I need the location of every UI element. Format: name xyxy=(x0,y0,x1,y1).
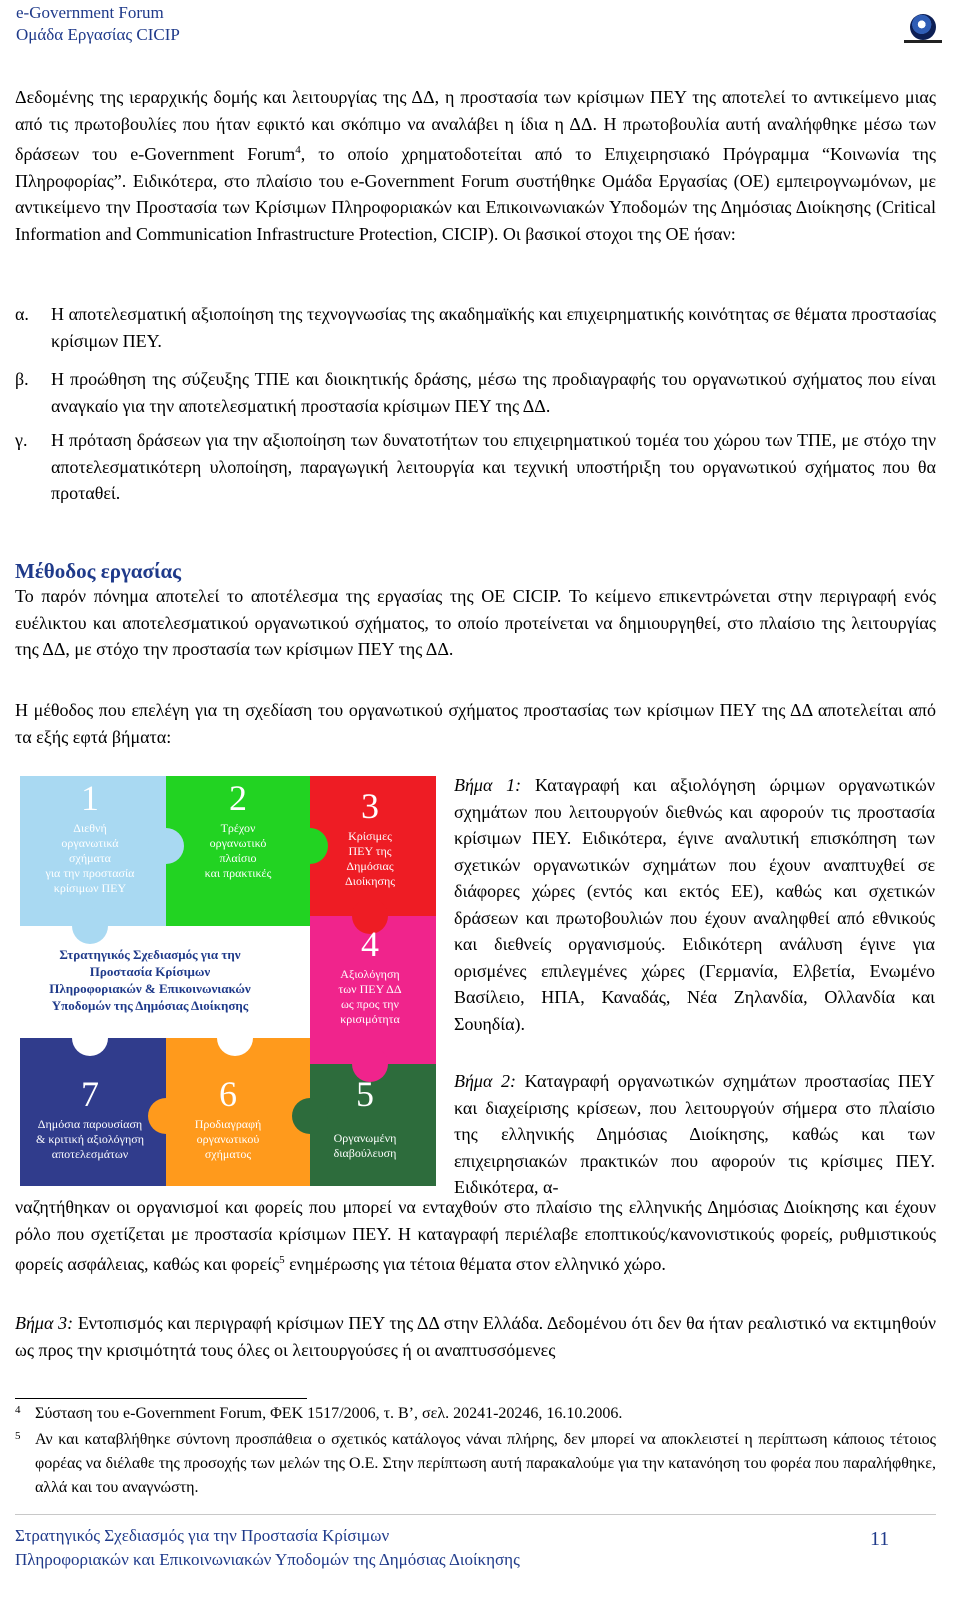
puzzle-step-caption: και πρακτικές xyxy=(204,866,272,880)
puzzle-center-caption: Στρατηγικός Σχεδιασμός για την xyxy=(59,947,241,962)
step-3-paragraph xyxy=(15,1310,936,1363)
puzzle-knob xyxy=(72,908,108,944)
section-heading-method: Μέθοδος εργασίας xyxy=(15,559,182,583)
step-2-text-end: ενημέρωσης για τέτοια θέματα στον ελληνικό χώρο. xyxy=(284,1254,666,1274)
goal-text: Η αποτελεσματική αξιοποίηση της τεχνογνωσίας της ακαδημαϊκής και επιχειρηματικής κοινότητας σε θέματα προστασίας κρίσιμων ΠΕΥ. xyxy=(51,304,936,351)
running-header xyxy=(16,2,180,46)
puzzle-step-caption: οργανωτικού xyxy=(196,1132,260,1146)
footnote-number: 5 xyxy=(15,1430,21,1442)
footnote-ref-4[interactable]: 4 xyxy=(295,144,301,156)
puzzle-knob xyxy=(292,1098,328,1134)
footnote-4 xyxy=(15,1402,936,1426)
step-2-text-continued: ναζητήθηκαν οι οργανισμοί και φορείς που μπορεί να ενταχθούν στο πλαίσιο της ελληνικής Δημόσιας Διοίκησης και έχουν ρόλο που σχετίζεται με προστασία κρίσιμων ΠΕΥ. Η καταγραφή περιέλαβε εποπτικούς/κανονιστικούς φορείς, ρυθμιστικούς φορείς ασφάλειας, καθώς και φορείς xyxy=(15,1197,936,1274)
step-2-label: Βήμα 2: xyxy=(454,1071,517,1091)
step-2-text: Καταγραφή οργανωτικών σχημάτων προστασίας ΠΕΥ και διαχείρισης κρίσεων, που λειτουργούν σήμερα στο πλαίσιο της ελληνικής Δημόσιας Διοίκησης, καθώς και των επιχειρησιακών πρακτικών που αφορούν τις κρίσιμες ΠΕΥ. Ειδικότερα, α- xyxy=(454,1071,935,1197)
puzzle-center-caption: Προστασία Κρίσιμων xyxy=(89,964,211,979)
footnote-text: Αν και καταβλήθηκε σύντονη προσπάθεια ο σχετικός κατάλογος νάναι πλήρης, δεν μπορεί να αποκλειστεί η περίπτωση κάποιος τέτοιος φορέας να διέλαθε της προσοχής των μελών της Ο.Ε. Στην περίπτωση αυτή παρακαλούμε για την κατανόηση του φορέα που παραλήφθηκε, αλλά και του αναγνώστη. xyxy=(35,1431,936,1496)
puzzle-knob xyxy=(217,1020,253,1056)
puzzle-center-caption: Υποδομών της Δημόσιας Διοίκησης xyxy=(51,998,249,1013)
step-3-label: Βήμα 3: xyxy=(15,1313,74,1333)
intro-text-b: , το οποίο χρηματοδοτείται από το Επιχειρησιακό Πρόγραμμα “Κοινωνία της Πληροφορίας”. Ειδικότερα, στο πλαίσιο του e-Government Forum συστήθηκε Ομάδα Εργασίας (ΟΕ) εμπειρογνωμόνων, με αντικείμενο την Προστασία των Κρίσιμων Πληροφοριακών και Επικοινωνιακών Υποδομών της Δημόσιας Διοίκησης (Critical Information and Communication Infrastructure Protection, CICIP). Οι βασικοί στοχοι της ΟΕ ήσαν: xyxy=(15,144,936,244)
goal-text: Η πρόταση δράσεων για την αξιοποίηση των δυνατοτήτων του επιχειρηματικού τομέα του χώρου των ΤΠΕ, με στόχο την αποτελεσματικότερη υλοποίηση, παραγωγική λειτουργία και τεχνική υποστήριξη του οργανωτικού σχήματος που θα προταθεί. xyxy=(51,430,936,503)
page-number: 11 xyxy=(870,1528,890,1550)
puzzle-step-caption: διαβούλευση xyxy=(333,1146,397,1160)
running-footer xyxy=(15,1524,520,1572)
footnote-5 xyxy=(15,1428,936,1500)
puzzle-step-caption: Προδιαγραφή xyxy=(194,1117,262,1131)
puzzle-step-number: 3 xyxy=(361,786,379,826)
puzzle-step-caption: σχήματος xyxy=(204,1147,252,1161)
footnote-number: 4 xyxy=(15,1404,21,1416)
puzzle-step-caption: αποτελεσμάτων xyxy=(51,1147,129,1161)
step-1-paragraph xyxy=(454,772,935,1037)
puzzle-step-caption: ΠΕΥ της xyxy=(348,844,392,858)
goal-marker: γ. xyxy=(15,430,28,450)
footer-separator xyxy=(15,1514,936,1515)
step-3-text: Εντοπισμός και περιγραφή κρίσιμων ΠΕΥ της ΔΔ στην Ελλάδα. Δεδομένου ότι δεν θα ήταν ρεαλιστικό να εκτιμηθούν ως προς την κρισιμότητά τους όλες οι λειτουργούσες ή οι αναπτυσσόμενες xyxy=(15,1313,936,1360)
puzzle-step-caption: Διεθνή xyxy=(73,821,107,835)
puzzle-step-caption: οργανωτικό xyxy=(209,836,267,850)
step-2-continued xyxy=(15,1194,936,1278)
step-2-paragraph xyxy=(454,1068,935,1201)
method-paragraph-1 xyxy=(15,583,936,663)
puzzle-step-caption: Αξιολόγηση xyxy=(340,967,400,981)
puzzle-step-caption: των ΠΕΥ ΔΔ xyxy=(338,982,402,996)
step-1-text: Καταγραφή και αξιολόγηση ώριμων οργανωτικών σχημάτων που λειτουργούν διεθνώς και αφορούν τις προστασία κρίσιμων ΠΕΥ. Ειδικότερα, έγινε αναλυτική επισκόπηση των σχετικών οργανωτικών σχημάτων που έχουν αναπτυχθεί σε διάφορες χώρες (εντός και εκτός ΕΕ), καθώς και σχετικών δράσεων και πρωτοβουλιών που έχουν αναληφθεί από εθνικούς και διεθνείς οργανισμούς. Ειδικότερη ανάλυση έγινε για ορισμένες επιλεγμένες χώρες (Γερμανία, Ελβετία, Ενωμένο Βασίλειο, ΗΠΑ, Καναδάς, Νέα Ζηλανδία, Ολλανδία και Σουηδία). xyxy=(454,775,935,1034)
puzzle-center-caption: Πληροφοριακών & Επικοινωνιακών xyxy=(49,981,251,996)
footer-title-line-2: Πληροφοριακών και Επικοινωνιακών Υποδομών της Δημόσιας Διοίκησης xyxy=(15,1550,520,1569)
puzzle-step-number: 1 xyxy=(81,778,99,818)
puzzle-step-number: 4 xyxy=(361,924,379,964)
header-working-group: Ομάδα Εργασίας CICIP xyxy=(16,25,180,44)
goal-marker: β. xyxy=(15,369,29,389)
goal-item xyxy=(15,301,936,354)
puzzle-piece-6 xyxy=(166,1038,310,1186)
puzzle-knob xyxy=(72,1020,108,1056)
puzzle-step-caption: Οργανωμένη xyxy=(333,1131,397,1145)
puzzle-step-caption: Διοίκησης xyxy=(345,874,395,888)
intro-paragraph xyxy=(15,84,936,247)
method-text: Το παρόν πόνημα αποτελεί το αποτέλεσμα της εργασίας της ΟΕ CICIP. Το κείμενο επικεντρώνεται στην περιγραφή ενός ευέλικτου και αποτελεσματικού οργανωτικού σχήματος, το οποίο προτείνεται να δημιουργηθεί, στο πλαίσιο της λειτουργίας της ΔΔ, με στόχο την προστασία των κρίσιμων ΠΕΥ της ΔΔ. xyxy=(15,586,936,659)
footnote-text: Σύσταση του e-Government Forum, ΦΕΚ 1517/2006, τ. Β’, σελ. 20241-20246, 16.10.2006. xyxy=(35,1405,623,1422)
goal-marker: α. xyxy=(15,304,29,324)
puzzle-knob xyxy=(148,1098,184,1134)
seven-steps-puzzle-figure xyxy=(20,776,436,1186)
footer-title-line-1: Στρατηγικός Σχεδιασμός για την Προστασία Κρίσιμων xyxy=(15,1526,390,1545)
puzzle-step-caption: οργανωτικά xyxy=(61,836,119,850)
puzzle-step-number: 6 xyxy=(219,1074,237,1114)
puzzle-step-number: 5 xyxy=(356,1074,374,1114)
method-paragraph-2 xyxy=(15,697,936,750)
puzzle-step-caption: Κρίσιμες xyxy=(348,829,392,843)
step-1-label: Βήμα 1: xyxy=(454,775,522,795)
puzzle-step-caption: σχήματα xyxy=(69,851,111,865)
puzzle-step-caption: για την προστασία xyxy=(45,866,135,880)
puzzle-knob xyxy=(292,828,328,864)
puzzle-step-caption: κρισιμότητα xyxy=(340,1012,400,1026)
puzzle-step-number: 2 xyxy=(229,778,247,818)
puzzle-step-caption: Δημόσιας xyxy=(346,859,394,873)
puzzle-knob xyxy=(148,828,184,864)
puzzle-step-caption: Τρέχον xyxy=(220,821,256,835)
puzzle-step-caption: & κριτική αξιολόγηση xyxy=(36,1132,144,1146)
footnote-ref-5[interactable]: 5 xyxy=(279,1254,285,1266)
puzzle-step-caption: πλαίσιο xyxy=(219,851,257,865)
forum-seal-icon xyxy=(910,14,936,40)
intro-text-a: Δεδομένης της ιεραρχικής δομής και λειτουργίας της ΔΔ, η προστασία των κρίσιμων ΠΕΥ της αποτελεί το αντικείμενο μιας από τις πρωτοβουλίες που ήταν εφικτό και σκόπιμο να αναλάβει η ίδια η ΔΔ. Η πρωτοβουλία αυτή αναλήφθηκε μέσω των δράσεων του e-Government Forum xyxy=(15,87,936,164)
puzzle-step-caption: ως προς την xyxy=(341,997,399,1011)
logo-caption-bar xyxy=(904,40,942,43)
puzzle-step-number: 7 xyxy=(81,1074,99,1114)
method-text: Η μέθοδος που επελέγη για τη σχεδίαση του οργανωτικού σχήματος προστασίας των κρίσιμων ΠΕΥ της ΔΔ αποτελείται από τα εξής εφτά βήματα: xyxy=(15,700,936,747)
puzzle-step-caption: Δημόσια παρουσίαση xyxy=(37,1117,143,1131)
footnote-separator xyxy=(15,1398,307,1399)
goal-text: Η προώθηση της σύζευξης ΤΠΕ και διοικητικής δράσης, μέσω της προδιαγραφής του οργανωτικού σχήματος που είναι αναγκαίο για την αποτελεσματική προστασία κρίσιμων ΠΕΥ της ΔΔ. xyxy=(51,369,936,416)
puzzle-step-caption: κρίσιμων ΠΕΥ xyxy=(53,881,127,895)
goal-item xyxy=(15,427,936,507)
goal-item xyxy=(15,366,936,419)
header-forum-name: e-Government Forum xyxy=(16,3,164,22)
